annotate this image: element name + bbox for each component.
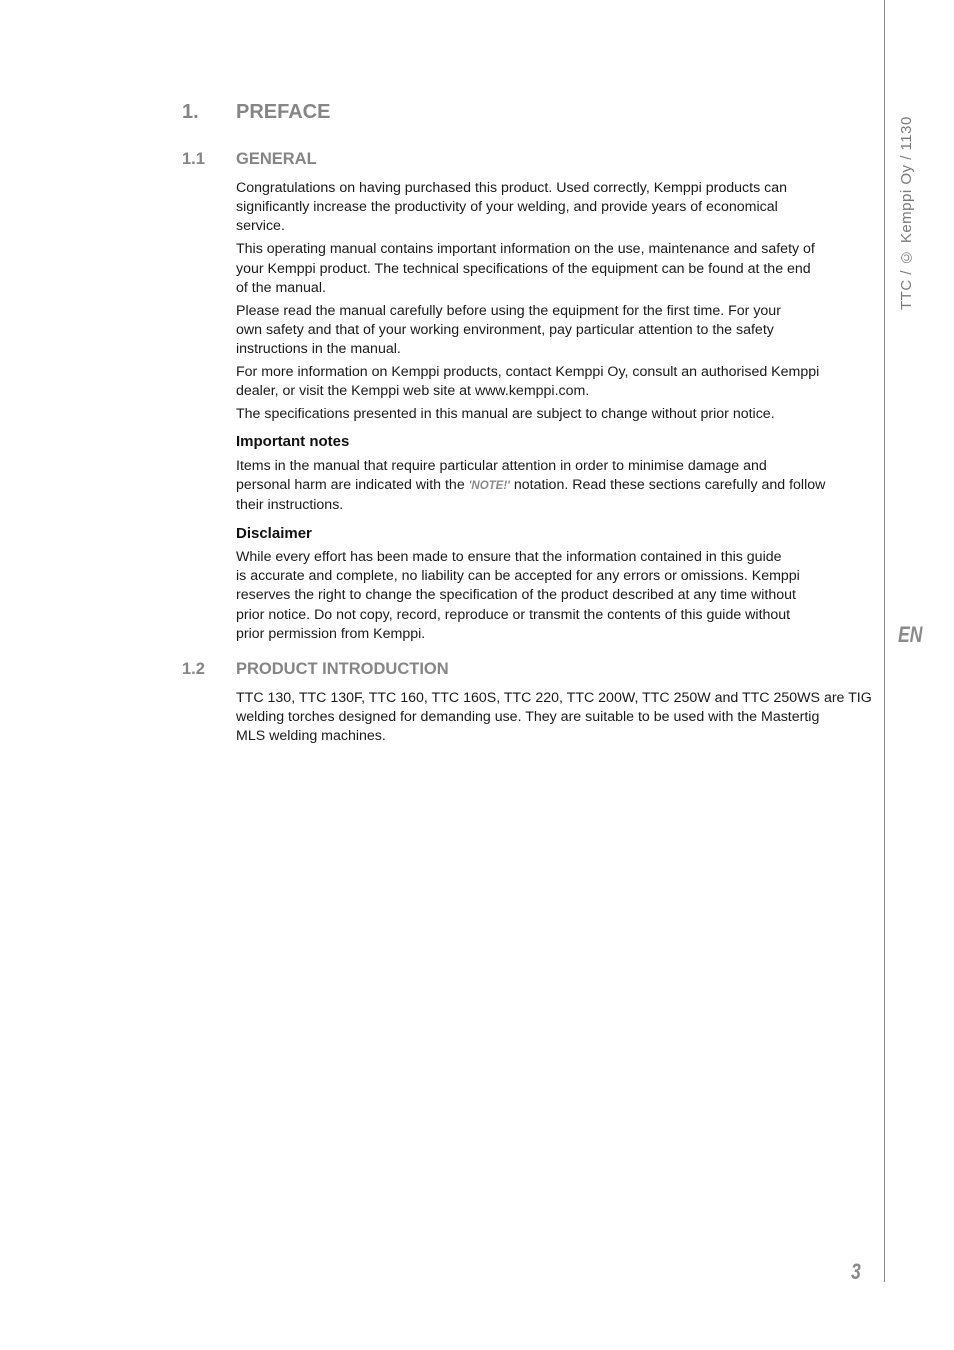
paragraph-specifications-change: The specifications presented in this manual are subject to change without prior notice. <box>236 406 775 423</box>
product-introduction-body: TTC 130, TTC 130F, TTC 160, TTC 160S, TTC 220, TTC 200W, TTC 250W and TTC 250WS are TIG welding torches designed for demanding use. They are suitable to be used with the Mastertig MLS welding machines. <box>236 690 872 745</box>
section-1-1-title: GENERAL <box>236 150 317 168</box>
paragraph-read-manual: Please read the manual carefully before using the equipment for the first time. For your own safety and that of your working environment, pay particular attention to the safety instructions in the manual. <box>236 302 781 358</box>
paragraph-congratulations: Congratulations on having purchased this product. Used correctly, Kemppi products can significantly increase the productivity of your welding, and provide years of economical service. <box>236 180 787 235</box>
important-notes-heading: Important notes <box>236 433 350 450</box>
section-1-2-title: PRODUCT INTRODUCTION <box>236 660 449 678</box>
section-1-1-number: 1.1 <box>182 150 205 168</box>
section-1-2-number: 1.2 <box>182 660 205 678</box>
section-1-title: PREFACE <box>236 101 331 123</box>
page-number: 3 <box>851 1259 861 1284</box>
document-reference: TTC / © Kemppi Oy / 1130 <box>898 116 915 310</box>
disclaimer-body: While every effort has been made to ensure that the information contained in this guide is accurate and complete, no liability can be accepted for any errors or omissions. Kemppi reserves the right to change the specification of the product described at any time without prior notice. Do not copy, record, reproduce or transmit the contents of this guide without prior permission from Kemppi. <box>236 549 800 642</box>
paragraph-more-information: For more information on Kemppi products, contact Kemppi Oy, consult an authorised Kemppi dealer, or visit the Kemppi web site at www.kemppi.com. <box>236 364 820 400</box>
note-label: 'NOTE!' <box>468 480 510 493</box>
paragraph-manual-contents: This operating manual contains important information on the use, maintenance and safety of your Kemppi product. The technical specifications of the equipment can be found at the end of the manual. <box>236 241 815 296</box>
important-notes-body: Items in the manual that require particular attention in order to minimise damage and personal harm are indicated with the 'NOTE!' notation. Read these sections carefully and follow their instructions. <box>236 458 826 514</box>
margin-rule <box>884 0 885 1282</box>
section-1-number: 1. <box>182 101 199 123</box>
general-body <box>236 179 868 428</box>
disclaimer-heading: Disclaimer <box>236 525 312 542</box>
language-tag: EN <box>898 622 923 647</box>
